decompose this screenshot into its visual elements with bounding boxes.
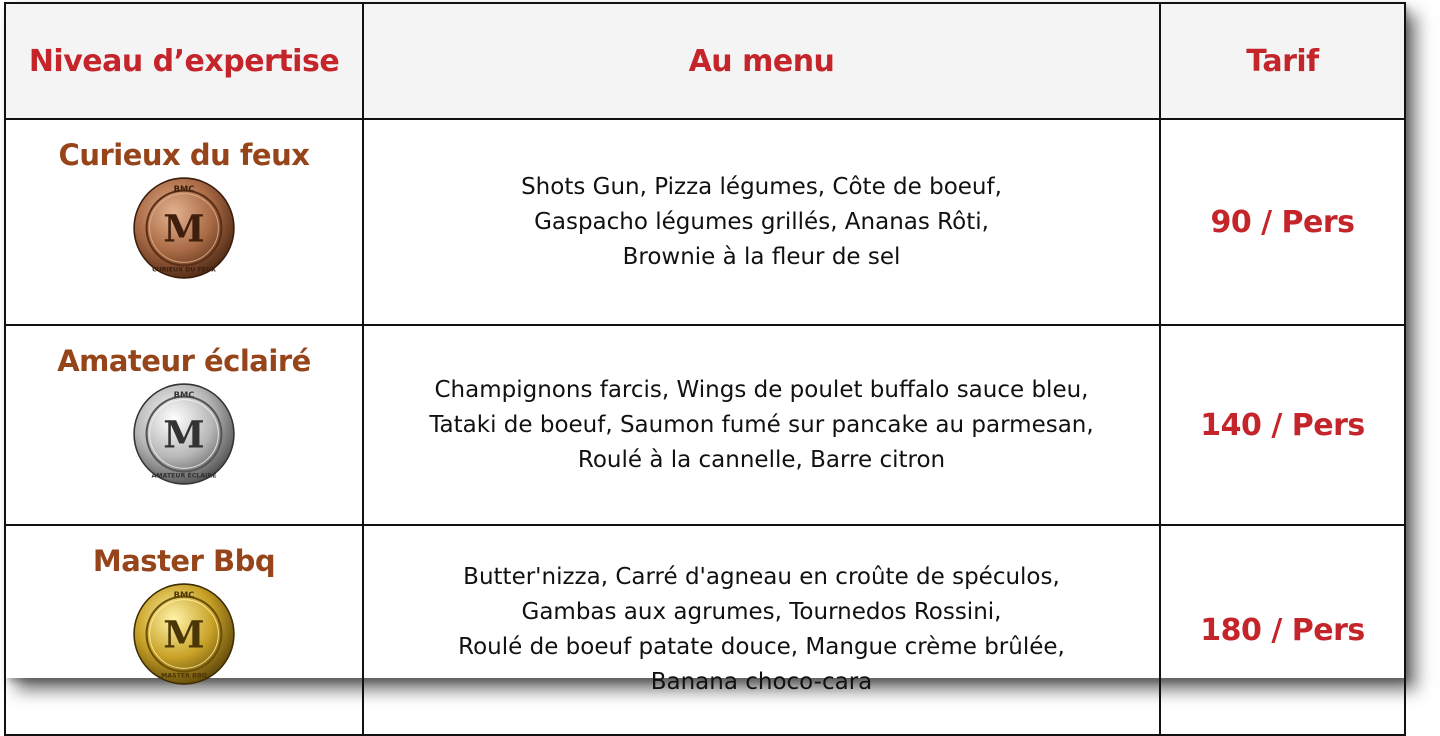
medal-monogram: M [163, 206, 205, 251]
menu-line: Butter'nizza, Carré d'agneau en croûte de spéculos, [463, 564, 1060, 590]
level-cell [5, 525, 363, 735]
menu-line: Banana choco-cara [650, 669, 873, 695]
level-name: Master Bbq [92, 544, 276, 578]
medal-bottom-text: AMATEUR ÉCLAIRÉ [151, 472, 217, 480]
menu-line: Brownie à la fleur de sel [622, 243, 901, 270]
table-row [5, 325, 1405, 525]
level-cell [5, 119, 363, 325]
silver-medal-icon [132, 382, 236, 486]
menu-text [364, 170, 1159, 275]
menu-line: Gaspacho légumes grillés, Ananas Rôti, [534, 208, 989, 235]
header-price: Tarif [1160, 3, 1405, 119]
menu-table-card [4, 2, 1404, 695]
price-cell [1160, 325, 1405, 525]
level-cell [5, 325, 363, 525]
menu-line: Champignons farcis, Wings de poulet buffalo sauce bleu, [434, 376, 1089, 403]
menu-line: Shots Gun, Pizza légumes, Côte de boeuf, [521, 173, 1002, 200]
medal-monogram: M [163, 612, 205, 657]
menu-text [364, 560, 1159, 700]
medal-bottom-text: CURIEUX DU FEUX [152, 266, 216, 274]
bronze-medal-icon [132, 176, 236, 280]
header-level: Niveau d’expertise [5, 3, 363, 119]
menu-line: Tataki de boeuf, Saumon fumé sur pancake au parmesan, [429, 411, 1094, 438]
price-label: 140 / Pers [1200, 407, 1365, 443]
table-header-row [5, 3, 1405, 119]
menu-cell [363, 325, 1160, 525]
table-row [5, 525, 1405, 735]
medal-top-text: BMC [173, 589, 195, 600]
medal-top-text: BMC [173, 183, 195, 194]
medal-bottom-text: MASTER BBQ [161, 672, 207, 680]
level-name: Curieux du feux [58, 138, 310, 172]
medal-top-text: BMC [173, 389, 195, 400]
menu-text [364, 373, 1159, 478]
gold-medal-icon [132, 582, 236, 686]
menu-line: Gambas aux agrumes, Tournedos Rossini, [521, 599, 1002, 625]
price-label: 180 / Pers [1200, 612, 1365, 648]
price-label: 90 / Pers [1210, 204, 1355, 240]
menu-table [4, 2, 1406, 736]
price-cell [1160, 525, 1405, 735]
table-row [5, 119, 1405, 325]
price-cell [1160, 119, 1405, 325]
medal-monogram: M [163, 412, 205, 457]
level-name: Amateur éclairé [57, 344, 311, 378]
menu-line: Roulé de boeuf patate douce, Mangue crème brûlée, [458, 634, 1065, 660]
header-menu: Au menu [363, 3, 1160, 119]
menu-cell [363, 525, 1160, 735]
menu-cell [363, 119, 1160, 325]
menu-line: Roulé à la cannelle, Barre citron [577, 446, 946, 473]
